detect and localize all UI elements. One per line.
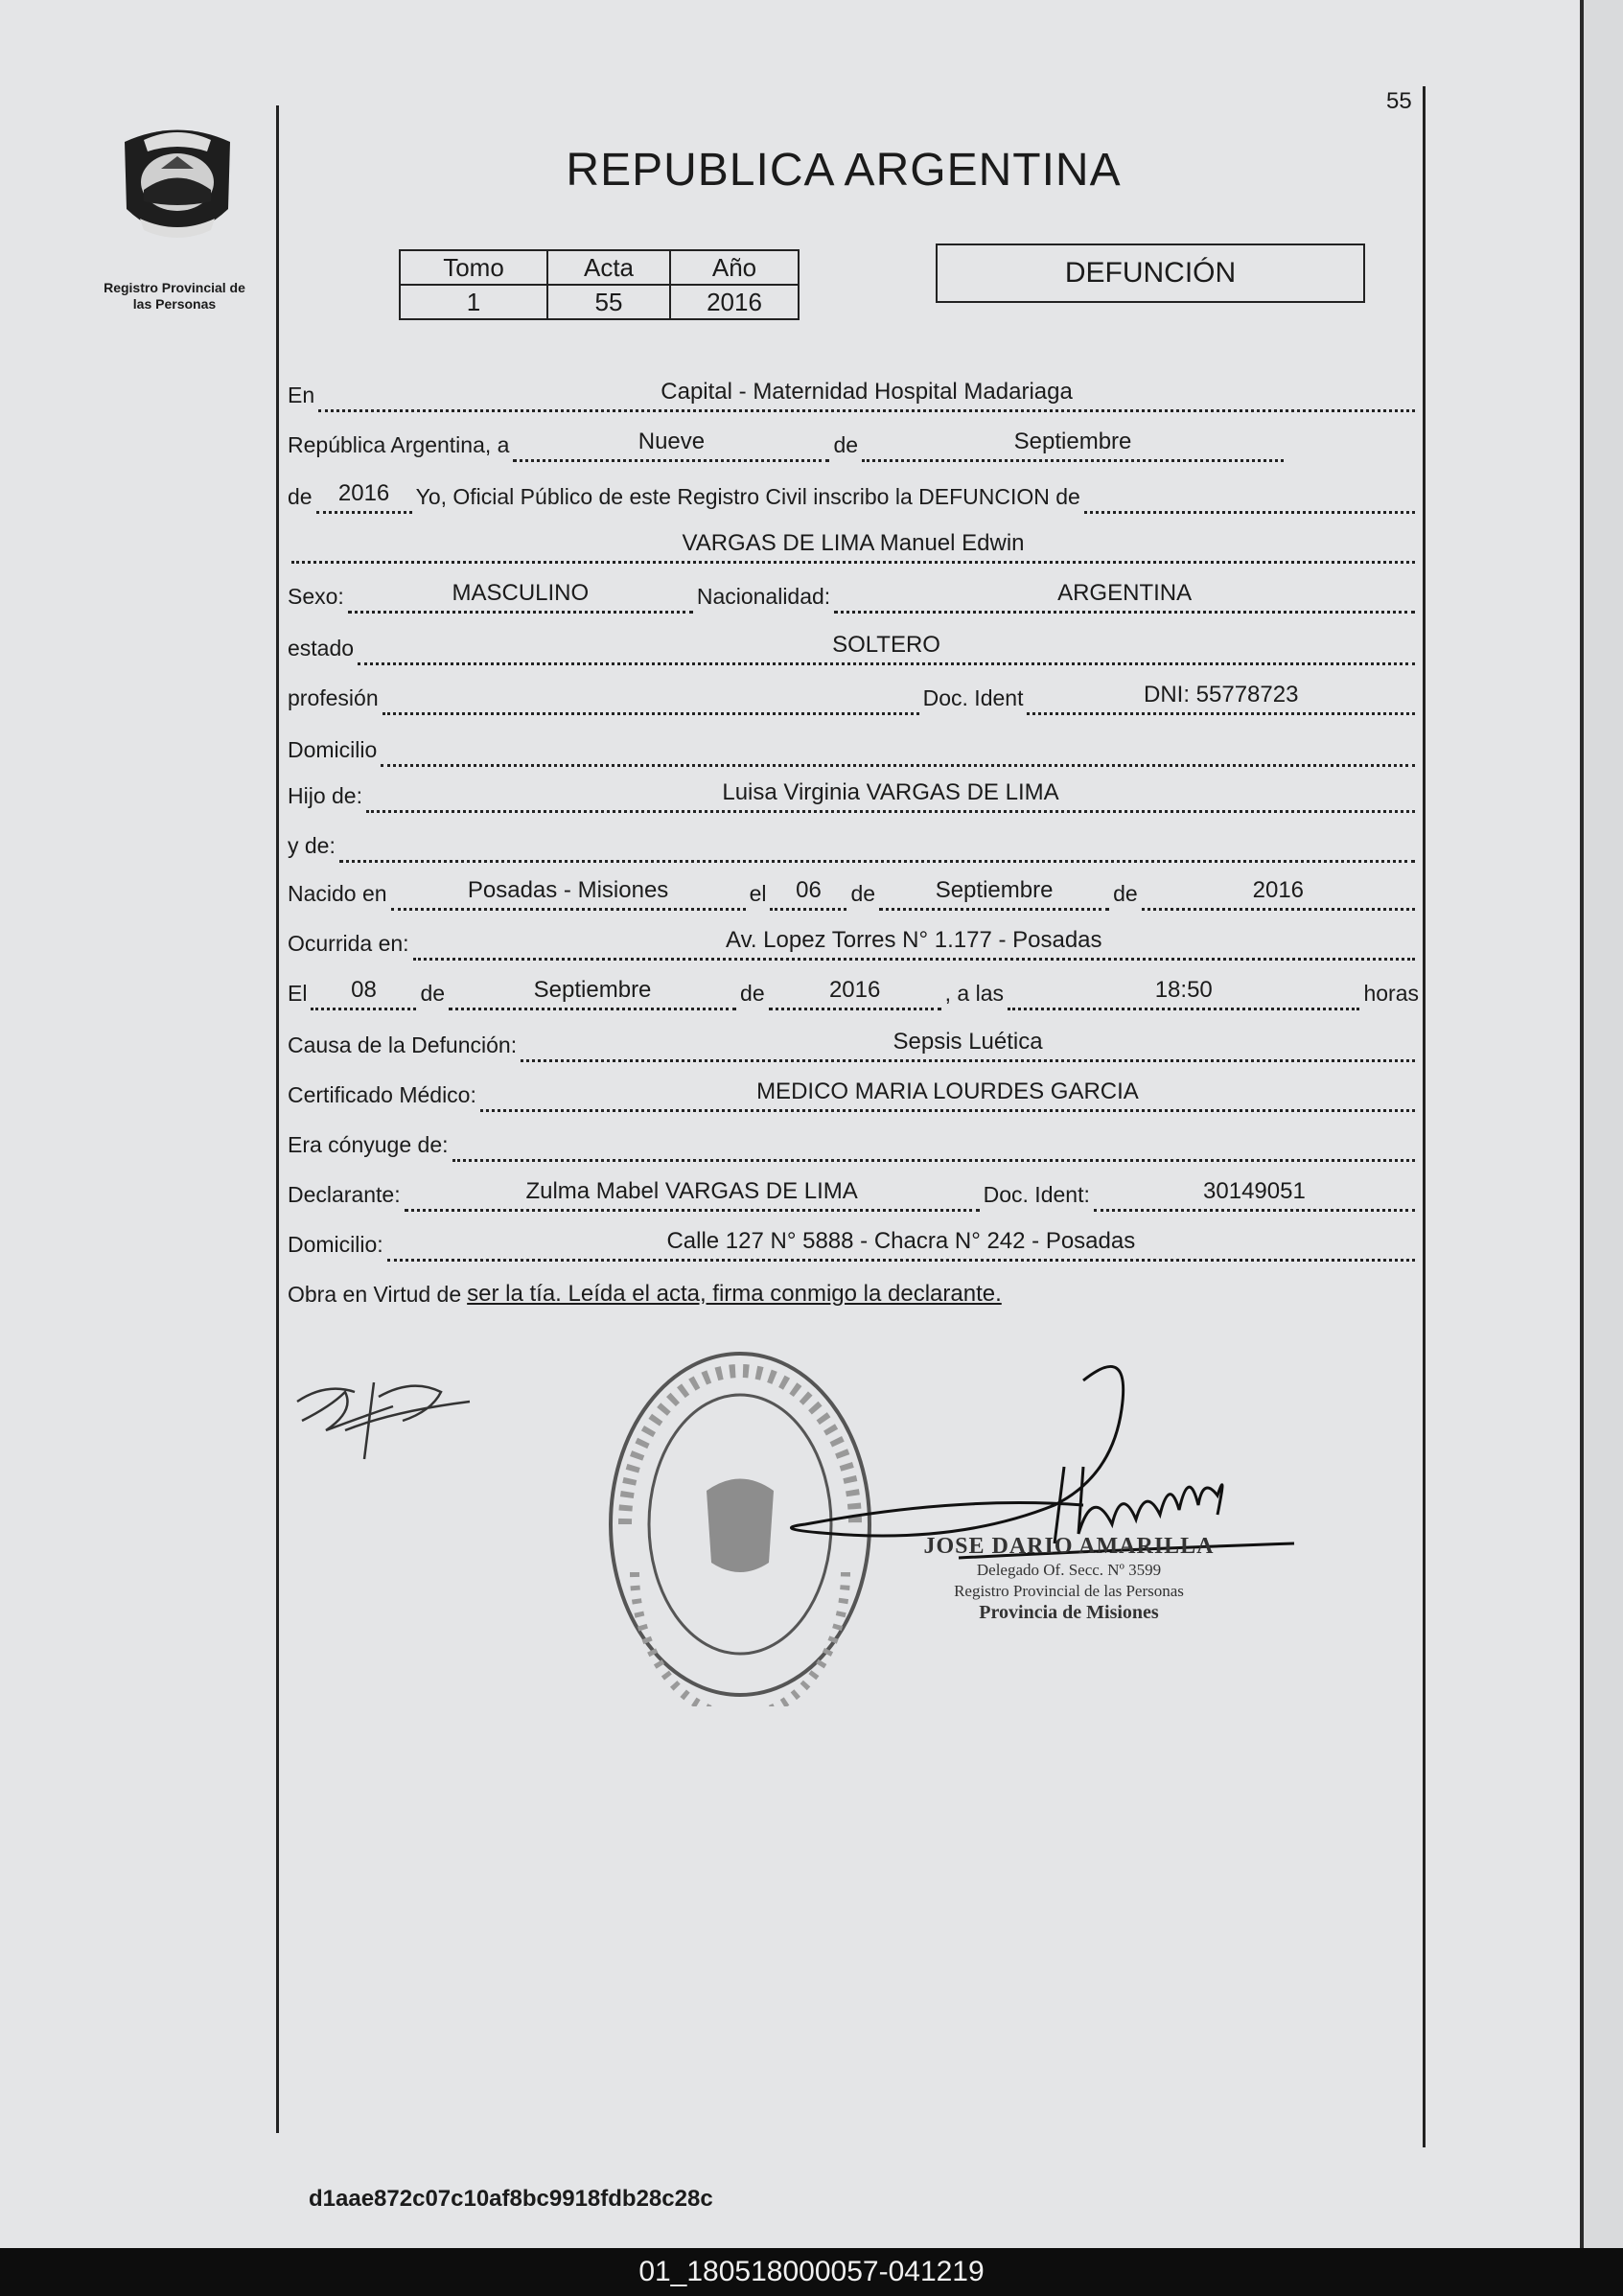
row-spouse: [288, 1124, 1419, 1162]
declarant-domicile-label: Domicilio:: [288, 1232, 383, 1257]
closing-prefix: Obra en Virtud de: [288, 1282, 462, 1307]
profession-field: [383, 708, 919, 715]
logo-caption-line2: las Personas: [132, 296, 217, 312]
declarant-doc-field: 30149051: [1094, 1178, 1415, 1212]
occurred-label: Ocurrida en:: [288, 931, 409, 956]
official-name: JOSE DARIO AMARILLA: [923, 1534, 1215, 1559]
cause-label: Causa de la Defunción:: [288, 1032, 518, 1057]
row-father: [288, 824, 1419, 863]
official-province: Provincia de Misiones: [979, 1602, 1159, 1623]
spouse-field: [452, 1155, 1415, 1162]
birth-day-field: 06: [770, 877, 846, 911]
certificate-field: MEDICO MARIA LOURDES GARCIA: [480, 1078, 1415, 1112]
profession-label: profesión: [288, 685, 379, 710]
declarant-label: Declarante:: [288, 1182, 401, 1207]
document-hash: d1aae872c07c10af8bc9918fdb28c28c: [309, 2186, 713, 2212]
row-certificate: [288, 1074, 1419, 1112]
place-field: Capital - Maternidad Hospital Madariaga: [318, 379, 1415, 412]
death-time-field: 18:50: [1008, 977, 1359, 1010]
certificate-label: Certificado Médico:: [288, 1082, 476, 1107]
declarant-field: Zulma Mabel VARGAS DE LIMA: [405, 1178, 980, 1212]
left-margin-line: [276, 105, 279, 2133]
document-title: REPUBLICA ARGENTINA: [566, 145, 1122, 196]
scan-id: 01_180518000057-041219: [638, 2256, 985, 2287]
civil-status-field: SOLTERO: [358, 632, 1415, 665]
spouse-label: Era cónyuge de:: [288, 1132, 449, 1157]
row-death-date: [288, 972, 1419, 1010]
de-label: de: [833, 432, 859, 457]
death-de2-label: de: [740, 981, 765, 1006]
domicile-label: Domicilio: [288, 737, 378, 762]
declarant-doc-label: Doc. Ident:: [983, 1182, 1090, 1207]
nationality-field: ARGENTINA: [834, 580, 1415, 614]
death-month-field: Septiembre: [449, 977, 736, 1010]
sex-field: MASCULINO: [348, 580, 693, 614]
row-birth: [288, 872, 1419, 911]
year-field: 2016: [316, 480, 412, 514]
death-place-field: Av. Lopez Torres N° 1.177 - Posadas: [413, 927, 1415, 961]
province-emblem-icon: [105, 113, 249, 257]
death-el-label: El: [288, 981, 308, 1006]
death-de1-label: de: [420, 981, 446, 1006]
statement-text: Yo, Oficial Público de este Registro Civil inscribo la DEFUNCION de: [415, 484, 1080, 509]
birth-de1-label: de: [850, 881, 876, 906]
registry-header-row: [400, 250, 799, 285]
logo-caption-line1: Registro Provincial de: [104, 280, 245, 295]
row-declarant: [288, 1173, 1419, 1212]
registry-table: [399, 249, 800, 320]
declarant-domicile-field: Calle 127 N° 5888 - Chacra N° 242 - Posadas: [387, 1228, 1415, 1262]
row-profession: [288, 677, 1419, 715]
registry-header-tomo: Tomo: [400, 250, 547, 285]
father-field: [339, 856, 1415, 863]
row-domicile: [288, 729, 1419, 767]
row-sex: [288, 575, 1419, 614]
at-label: , a las: [944, 981, 1005, 1006]
right-margin-line: [1423, 86, 1426, 2147]
birth-year-field: 2016: [1142, 877, 1415, 911]
republic-label: República Argentina, a: [288, 432, 510, 457]
death-day-field: 08: [311, 977, 416, 1010]
official-stamp: [892, 1534, 1246, 1624]
registry-value-anio: 2016: [670, 285, 799, 319]
declarant-signature: [288, 1363, 479, 1469]
mother-field: Luisa Virginia VARGAS DE LIMA: [366, 779, 1415, 813]
en-label: En: [288, 383, 315, 407]
row-declarant-domicile: [288, 1223, 1419, 1262]
row-closing: [288, 1273, 1419, 1311]
official-office: Registro Provincial de las Personas: [954, 1582, 1184, 1600]
registry-header-anio: Año: [670, 250, 799, 285]
page-number: 55: [1386, 88, 1412, 114]
nationality-label: Nacionalidad:: [696, 584, 831, 609]
row-place: [288, 374, 1419, 412]
logo-caption: [79, 280, 270, 313]
domicile-field: [381, 760, 1415, 767]
death-year-field: 2016: [769, 977, 941, 1010]
registry-header-acta: Acta: [547, 250, 670, 285]
child-of-label: Hijo de:: [288, 783, 362, 808]
el-label: el: [749, 881, 767, 906]
birth-de2-label: de: [1113, 881, 1138, 906]
born-label: Nacido en: [288, 881, 387, 906]
row-civil-status: [288, 627, 1419, 665]
page-edge: [1580, 0, 1584, 2248]
birth-month-field: Septiembre: [879, 877, 1109, 911]
doc-label: Doc. Ident: [922, 685, 1024, 710]
row-mother: [288, 775, 1419, 813]
sex-label: Sexo:: [288, 584, 344, 609]
day-word-field: Nueve: [513, 429, 829, 462]
statement-trailing-line: [1084, 507, 1415, 514]
and-label: y de:: [288, 833, 336, 858]
row-statement: [288, 475, 1419, 514]
civil-status-label: estado: [288, 636, 355, 661]
closing-text: ser la tía. Leída el acta, firma conmigo la declarante.: [467, 1281, 1002, 1307]
row-deceased: [288, 525, 1419, 564]
month-field: Septiembre: [862, 429, 1284, 462]
row-cause: [288, 1024, 1419, 1062]
year-prefix-label: de: [288, 484, 313, 509]
official-role: Delegado Of. Secc. Nº 3599: [976, 1561, 1162, 1579]
hours-label: horas: [1363, 981, 1419, 1006]
registry-value-tomo: 1: [400, 285, 547, 319]
deceased-name-field: VARGAS DE LIMA Manuel Edwin: [291, 530, 1415, 564]
row-date: [288, 424, 1419, 462]
birth-place-field: Posadas - Misiones: [391, 877, 746, 911]
doc-field: DNI: 55778723: [1027, 682, 1415, 715]
registry-value-acta: 55: [547, 285, 670, 319]
document-type-box: DEFUNCIÓN: [936, 244, 1365, 303]
registry-value-row: [400, 285, 799, 319]
row-death-place: [288, 922, 1419, 961]
cause-field: Sepsis Luética: [521, 1029, 1415, 1062]
